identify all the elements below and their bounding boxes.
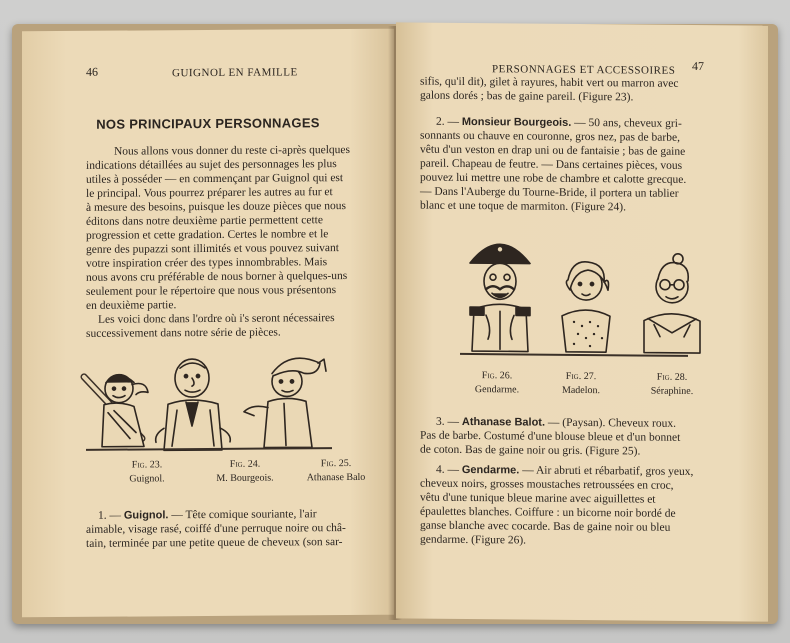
text-line: vêtu d'une tunique bleue marine avec aiguillettes et: [420, 491, 656, 506]
figure-caption: [546, 370, 616, 399]
figure-caption: [112, 458, 182, 486]
entry-text: — Air abruti et rébarbatif, gros yeux,: [522, 464, 694, 478]
figure-name: Séraphine.: [650, 385, 694, 397]
text-line: tain, terminée par une petite queue de cheveux (son sar-: [86, 536, 343, 550]
figure-caption: [462, 369, 532, 398]
entry-number: 3. —: [436, 415, 459, 428]
figure-label: Fig. 24.: [229, 458, 261, 470]
figure-name: Guignol.: [129, 473, 165, 485]
text-line: Nous allons vous donner du reste ci-après quelques: [114, 144, 351, 158]
figure-label: Fig. 28.: [656, 371, 688, 383]
text-line: progression et cette gradation. Certes le nombre et le: [86, 228, 329, 242]
text-line: nous avons cru préférable de nous borner à quelques-uns: [86, 270, 348, 284]
entry-name: Monsieur Bourgeois.: [461, 115, 572, 129]
text-line: sonnants ou chauve en couronne, gros nez, pas de barbe,: [420, 129, 680, 144]
athanase-figure: [244, 358, 326, 448]
text-line: à mesure des besoins, puisque les douze pièces que nous: [86, 200, 346, 214]
entry-text: — Tête comique souriante, l'air: [171, 508, 317, 522]
left-page: [22, 29, 394, 618]
entry-text: — 50 ans, cheveux gri-: [574, 116, 682, 130]
figure-caption: [632, 370, 712, 399]
text-line: le principal. Vous pourrez préparer les autres au fur et: [86, 186, 333, 200]
section-title: NOS PRINCIPAUX PERSONNAGES: [96, 115, 320, 132]
text-line: utiles à posséder — en commençant par Guignol qui est: [86, 172, 344, 186]
entry-name: Guignol.: [123, 509, 169, 522]
text-line: galons dorés ; bas de gaine pareil. (Figure 23).: [420, 89, 634, 104]
text-line: ganse blanche avec cocarde. Bas de gaine noir ou bleu: [420, 519, 671, 534]
text-line: épaulettes blanches. Coiffure : un bicorne noir bordé de: [420, 505, 676, 520]
text-line: sifis, qu'il dit), gilet à rayures, habit vert ou marron avec: [420, 75, 679, 90]
figure-label: Fig. 26.: [481, 370, 513, 382]
text-line: Les voici donc dans l'ordre où i's seront nécessaires: [98, 312, 335, 326]
text-line: votre inspiration créer des types innombrables. Mais: [86, 256, 328, 270]
text-line: successivement dans notre série de pièces.: [86, 326, 281, 340]
gendarme-figure: [470, 244, 530, 352]
text-line: aimable, visage rasé, coiffé d'une perruque noire ou châ-: [86, 522, 346, 536]
puppet-illustrations-right: [396, 218, 768, 361]
text-line: blanc et une toque de marmiton. (Figure 24).: [420, 199, 626, 214]
seraphine-figure: [644, 254, 700, 353]
bourgeois-figure: [156, 359, 231, 451]
right-running-head: PERSONNAGES ET ACCESSOIRES: [492, 63, 676, 77]
text-line: pouvez lui mettre une robe de chambre et calotte grecque.: [420, 171, 687, 186]
text-line: seulement pour le répertoire que nous vous présentons: [86, 284, 337, 298]
madelon-figure: [562, 262, 610, 353]
right-page: [396, 22, 768, 621]
text-line: éditons dans notre deuxième partie permettent cette: [86, 214, 323, 228]
figure-name: M. Bourgeois.: [216, 472, 274, 484]
text-line: vêtu d'un veston en drap uni ou de fantaisie ; bas de gaine: [420, 143, 686, 158]
text-line: Pas de barbe. Costumé d'une blouse bleue et d'un bonnet: [420, 429, 681, 444]
figure-name: Athanase Balo: [306, 471, 366, 484]
text-line: — Dans l'Auberge du Tourne-Bride, il portera un tablier: [420, 185, 679, 200]
text-line: gendarme. (Figure 26).: [420, 533, 527, 547]
figure-label: Fig. 25.: [320, 458, 352, 470]
text-line: pareil. Chapeau de feutre. — Dans certaines pièces, vous: [420, 157, 683, 172]
text-line: genre des pupazzi sont illimités et vous pouvez suivant: [86, 242, 339, 256]
figure-name: Gendarme.: [474, 384, 520, 396]
figure-label: Fig. 23.: [131, 459, 163, 471]
entry-number: 4. —: [436, 463, 459, 476]
left-page-number: 46: [86, 64, 98, 79]
entry-number: 2. —: [436, 115, 459, 128]
text-line: en deuxième partie.: [86, 299, 177, 312]
figure-label: Fig. 27.: [565, 370, 597, 383]
entry-name: Gendarme.: [461, 463, 520, 477]
text-line: de coton. Bas de gaine noir ou gris. (Figure 25).: [420, 443, 641, 458]
guignol-figure: [84, 374, 148, 446]
left-running-head: GUIGNOL EN FAMILLE: [172, 66, 298, 80]
entry-text: — (Paysan). Cheveux roux.: [547, 416, 676, 430]
text-line: indications détaillées au sujet des personnages les plus: [86, 158, 337, 172]
text-line: cheveux noirs, grosses moustaches retroussées en croc,: [420, 477, 674, 492]
figure-caption: [288, 457, 384, 486]
right-page-number: 47: [692, 58, 704, 74]
figure-name: Madelon.: [561, 384, 601, 397]
entry-number: 1. —: [98, 509, 121, 522]
entry-name: Athanase Balot.: [461, 415, 546, 429]
figure-caption: [200, 457, 290, 486]
